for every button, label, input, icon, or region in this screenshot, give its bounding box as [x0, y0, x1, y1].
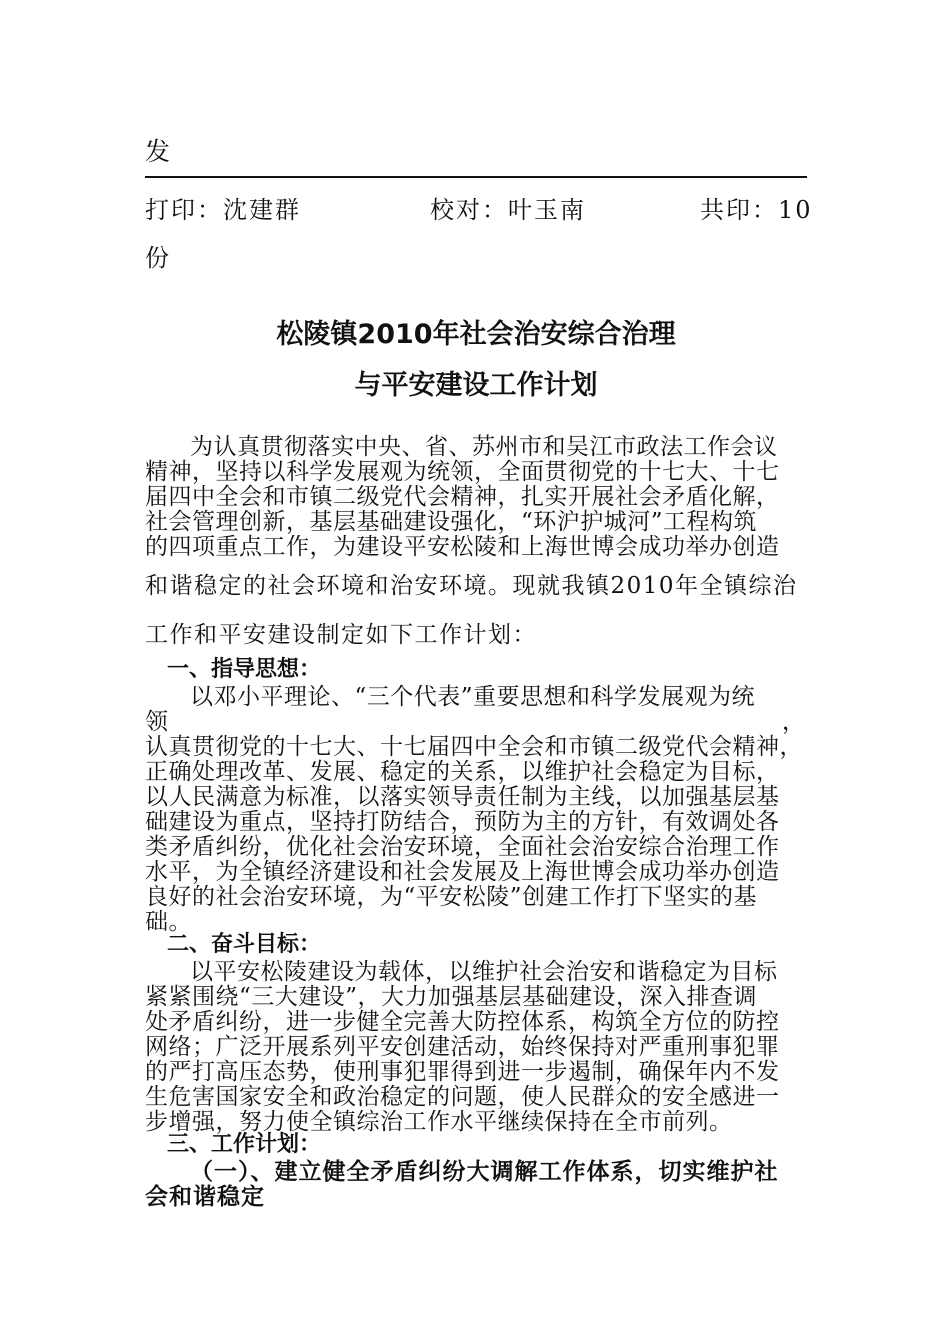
- section1-line: 正确处理改革、发展、稳定的关系，以维护社会稳定为目标，: [145, 759, 780, 785]
- copies-label: 共印：10: [700, 196, 813, 224]
- proofreader-label: 校对：叶玉南: [430, 196, 586, 224]
- intro-line: 为认真贯彻落实中央、省、苏州市和吴江市政法工作会议: [190, 434, 778, 460]
- document-title-line1: 松陵镇2010年社会治安综合治理: [276, 319, 676, 350]
- section3-subheading-line2: 会和谐稳定: [145, 1183, 265, 1210]
- header-divider: [145, 176, 807, 178]
- section1-comma: ，: [782, 709, 806, 735]
- section2-heading: 二、奋斗目标：: [167, 932, 322, 957]
- section1-line: 础建设为重点，坚持打防结合，预防为主的方针，有效调处各: [145, 809, 780, 835]
- section1-line: 领: [145, 709, 169, 735]
- copies-unit: 份: [145, 244, 169, 272]
- intro-line: 届四中全会和市镇二级党代会精神，扎实开展社会矛盾化解，: [145, 484, 780, 510]
- section2-line: 的严打高压态势，使刑事犯罪得到进一步遏制，确保年内不发: [145, 1059, 780, 1085]
- section1-line: 以人民满意为标准，以落实领导责任制为主线，以加强基层基: [145, 784, 780, 810]
- printer-label: 打印：沈建群: [145, 196, 301, 224]
- header-top-char: 发: [145, 137, 171, 166]
- intro-line: 的四项重点工作，为建设平安松陵和上海世博会成功举办创造: [145, 534, 780, 560]
- document-title-line2: 与平安建设工作计划: [354, 370, 598, 401]
- section2-line: 处矛盾纠纷，进一步健全完善大防控体系，构筑全方位的防控: [145, 1009, 780, 1035]
- intro-line: 社会管理创新，基层基础建设强化，“环沪护城河”工程构筑: [145, 509, 758, 535]
- section1-line: 以邓小平理论、“三个代表”重要思想和科学发展观为统: [190, 684, 756, 710]
- section1-line: 良好的社会治安环境，为“平安松陵”创建工作打下坚实的基: [145, 884, 758, 910]
- section1-line: 础。: [145, 909, 192, 935]
- section1-heading: 一、指导思想：: [167, 657, 322, 682]
- intro-line: 和谐稳定的社会环境和治安环境。现就我镇2010年全镇综治: [145, 573, 798, 599]
- section1-line: 认真贯彻党的十七大、十七届四中全会和市镇二级党代会精神，: [145, 734, 803, 760]
- intro-line: 精神，坚持以科学发展观为统领，全面贯彻党的十七大、十七: [145, 459, 780, 485]
- section2-line: 步增强，努力使全镇综治工作水平继续保持在全市前列。: [145, 1109, 733, 1135]
- section2-line: 紧紧围绕“三大建设”，大力加强基层基础建设，深入排查调: [145, 984, 758, 1010]
- section1-line: 水平，为全镇经济建设和社会发展及上海世博会成功举办创造: [145, 859, 780, 885]
- section3-subheading-line1: （一）、建立健全矛盾纠纷大调解工作体系，切实维护社: [190, 1158, 779, 1185]
- section2-line: 生危害国家安全和政治稳定的问题，使人民群众的安全感进一: [145, 1084, 780, 1110]
- section3-heading: 三、工作计划：: [167, 1132, 322, 1157]
- section2-line: 网络；广泛开展系列平安创建活动，始终保持对严重刑事犯罪: [145, 1034, 780, 1060]
- section2-line: 以平安松陵建设为载体，以维护社会治安和谐稳定为目标: [190, 959, 778, 985]
- section1-line: 类矛盾纠纷，优化社会治安环境，全面社会治安综合治理工作: [145, 834, 780, 860]
- intro-line: 工作和平安建设制定如下工作计划：: [145, 622, 537, 648]
